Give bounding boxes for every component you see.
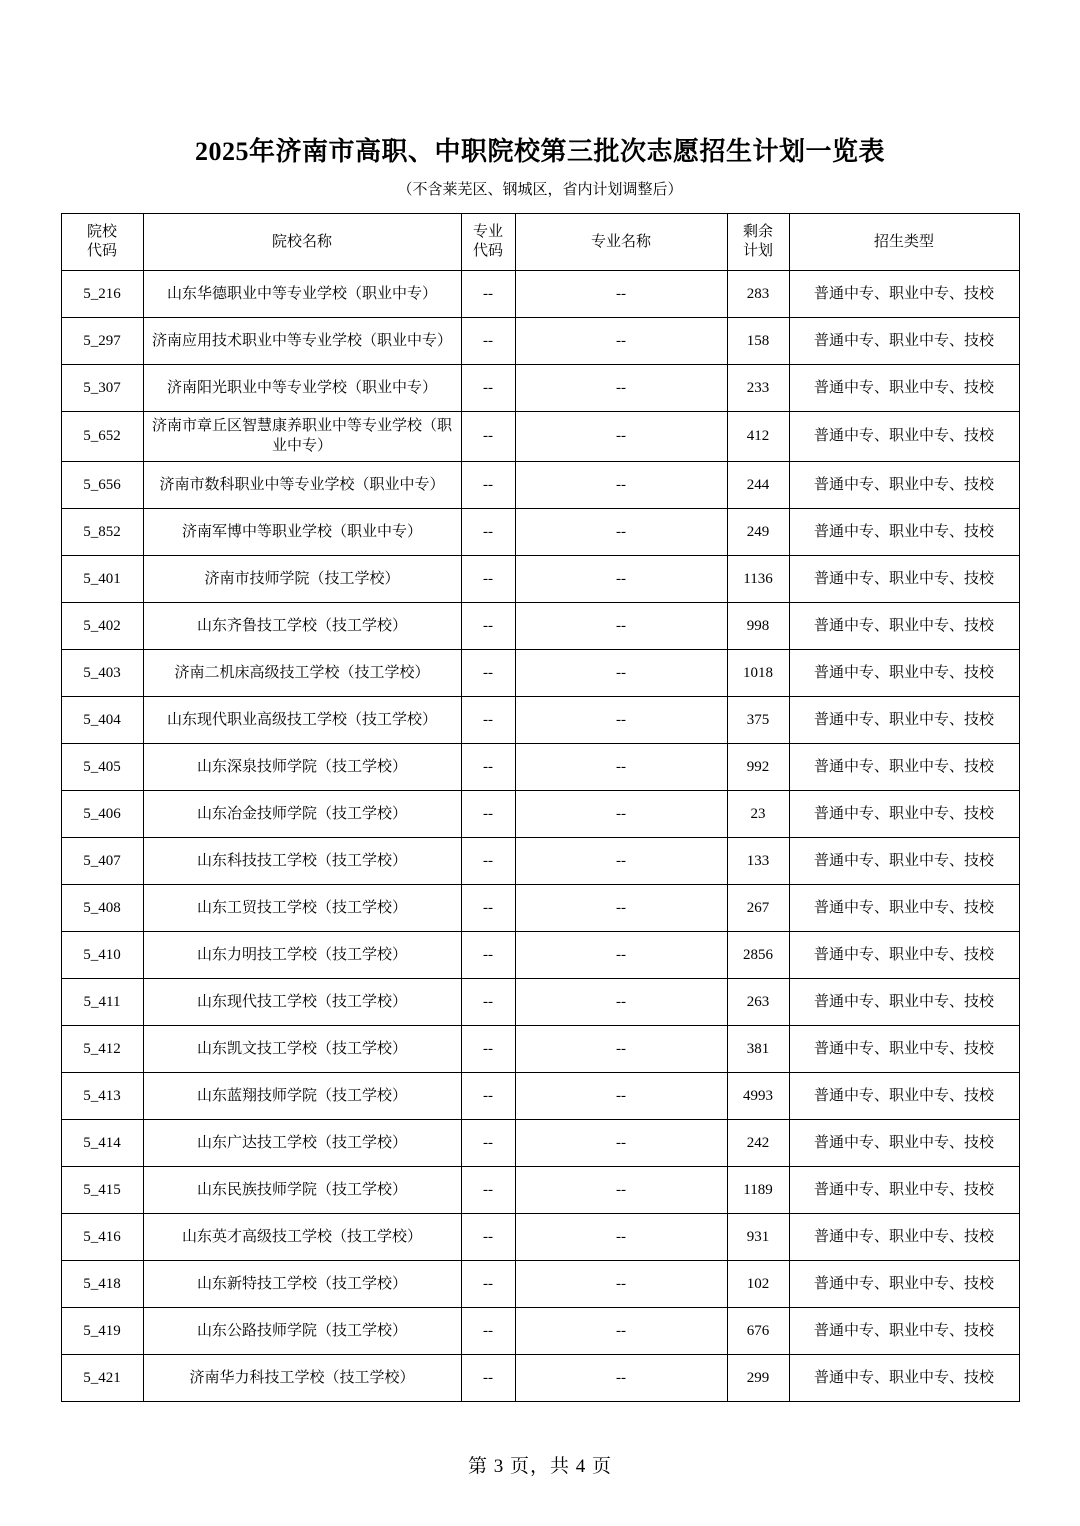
cell-major-code: -- [461, 461, 515, 508]
cell-major-name: -- [515, 1213, 727, 1260]
cell-school-code: 5_216 [61, 271, 143, 318]
cell-remaining-plan: 1189 [727, 1166, 789, 1213]
column-header-major-code [461, 214, 515, 271]
cell-major-name: -- [515, 790, 727, 837]
cell-school-name: 山东蓝翔技师学院（技工学校） [143, 1072, 461, 1119]
cell-remaining-plan: 267 [727, 884, 789, 931]
table-row [61, 1025, 1019, 1072]
table-body [61, 271, 1019, 1402]
cell-school-name: 山东新特技工学校（技工学校） [143, 1260, 461, 1307]
cell-school-name: 山东工贸技工学校（技工学校） [143, 884, 461, 931]
page-title: 2025年济南市高职、中职院校第三批次志愿招生计划一览表 [194, 137, 885, 166]
cell-enroll-type: 普通中专、职业中专、技校 [789, 1166, 1019, 1213]
cell-school-name: 山东深泉技师学院（技工学校） [143, 743, 461, 790]
cell-school-code: 5_415 [61, 1166, 143, 1213]
page-subtitle: （不含莱芜区、钢城区，省内计划调整后） [397, 182, 683, 199]
cell-major-name: -- [515, 1119, 727, 1166]
cell-school-name: 山东齐鲁技工学校（技工学校） [143, 602, 461, 649]
column-header-major-code-line2: 代码 [472, 243, 503, 260]
cell-major-code: -- [461, 1119, 515, 1166]
cell-major-name: -- [515, 1307, 727, 1354]
cell-major-name: -- [515, 602, 727, 649]
table-row [61, 696, 1019, 743]
cell-enroll-type: 普通中专、职业中专、技校 [789, 602, 1019, 649]
cell-major-name: -- [515, 1354, 727, 1401]
cell-enroll-type: 普通中专、职业中专、技校 [789, 743, 1019, 790]
table-row [61, 555, 1019, 602]
cell-enroll-type: 普通中专、职业中专、技校 [789, 978, 1019, 1025]
column-header-major-name: 专业名称 [515, 214, 727, 271]
cell-school-name: 济南市技师学院（技工学校） [143, 555, 461, 602]
cell-school-code: 5_406 [61, 790, 143, 837]
cell-school-code: 5_656 [61, 461, 143, 508]
cell-enroll-type: 普通中专、职业中专、技校 [789, 1025, 1019, 1072]
cell-school-code: 5_416 [61, 1213, 143, 1260]
cell-remaining-plan: 23 [727, 790, 789, 837]
cell-major-code: -- [461, 318, 515, 365]
cell-school-name: 济南市章丘区智慧康养职业中等专业学校（职业中专） [143, 412, 461, 462]
column-header-school-code [61, 214, 143, 271]
cell-enroll-type: 普通中专、职业中专、技校 [789, 271, 1019, 318]
column-header-school-code-line1: 院校 [86, 224, 117, 241]
cell-remaining-plan: 4993 [727, 1072, 789, 1119]
cell-school-name: 济南市数科职业中等专业学校（职业中专） [143, 461, 461, 508]
cell-enroll-type: 普通中专、职业中专、技校 [789, 649, 1019, 696]
cell-enroll-type: 普通中专、职业中专、技校 [789, 1072, 1019, 1119]
cell-major-code: -- [461, 1260, 515, 1307]
table-row [61, 508, 1019, 555]
table-row [61, 318, 1019, 365]
table-row [61, 1354, 1019, 1401]
cell-major-code: -- [461, 1166, 515, 1213]
cell-school-code: 5_413 [61, 1072, 143, 1119]
cell-school-code: 5_411 [61, 978, 143, 1025]
cell-school-code: 5_652 [61, 412, 143, 462]
cell-major-code: -- [461, 1072, 515, 1119]
cell-school-code: 5_418 [61, 1260, 143, 1307]
cell-major-name: -- [515, 365, 727, 412]
cell-remaining-plan: 233 [727, 365, 789, 412]
table-row [61, 365, 1019, 412]
cell-remaining-plan: 244 [727, 461, 789, 508]
cell-remaining-plan: 1018 [727, 649, 789, 696]
cell-major-name: -- [515, 978, 727, 1025]
cell-school-code: 5_307 [61, 365, 143, 412]
cell-school-code: 5_403 [61, 649, 143, 696]
cell-school-name: 山东现代职业高级技工学校（技工学校） [143, 696, 461, 743]
cell-school-code: 5_297 [61, 318, 143, 365]
cell-enroll-type: 普通中专、职业中专、技校 [789, 365, 1019, 412]
cell-school-code: 5_405 [61, 743, 143, 790]
cell-remaining-plan: 412 [727, 412, 789, 462]
cell-remaining-plan: 133 [727, 837, 789, 884]
cell-enroll-type: 普通中专、职业中专、技校 [789, 790, 1019, 837]
cell-school-code: 5_410 [61, 931, 143, 978]
cell-major-code: -- [461, 790, 515, 837]
cell-enroll-type: 普通中专、职业中专、技校 [789, 412, 1019, 462]
cell-major-code: -- [461, 884, 515, 931]
cell-school-code: 5_419 [61, 1307, 143, 1354]
cell-major-code: -- [461, 1354, 515, 1401]
cell-school-code: 5_852 [61, 508, 143, 555]
cell-major-code: -- [461, 1307, 515, 1354]
cell-enroll-type: 普通中专、职业中专、技校 [789, 461, 1019, 508]
cell-school-name: 山东英才高级技工学校（技工学校） [143, 1213, 461, 1260]
cell-remaining-plan: 1136 [727, 555, 789, 602]
cell-school-name: 山东现代技工学校（技工学校） [143, 978, 461, 1025]
cell-major-name: -- [515, 1260, 727, 1307]
cell-major-code: -- [461, 837, 515, 884]
cell-remaining-plan: 381 [727, 1025, 789, 1072]
cell-major-name: -- [515, 318, 727, 365]
cell-school-code: 5_421 [61, 1354, 143, 1401]
cell-major-code: -- [461, 978, 515, 1025]
cell-school-name: 山东科技技工学校（技工学校） [143, 837, 461, 884]
table-row [61, 931, 1019, 978]
cell-school-code: 5_401 [61, 555, 143, 602]
cell-enroll-type: 普通中专、职业中专、技校 [789, 555, 1019, 602]
cell-major-name: -- [515, 649, 727, 696]
cell-school-name: 山东凯文技工学校（技工学校） [143, 1025, 461, 1072]
table-row [61, 837, 1019, 884]
cell-remaining-plan: 242 [727, 1119, 789, 1166]
cell-major-code: -- [461, 743, 515, 790]
cell-school-name: 济南二机床高级技工学校（技工学校） [143, 649, 461, 696]
cell-major-code: -- [461, 555, 515, 602]
cell-enroll-type: 普通中专、职业中专、技校 [789, 318, 1019, 365]
cell-major-code: -- [461, 602, 515, 649]
column-header-school-name: 院校名称 [143, 214, 461, 271]
cell-school-code: 5_412 [61, 1025, 143, 1072]
cell-school-code: 5_414 [61, 1119, 143, 1166]
cell-school-name: 济南军博中等职业学校（职业中专） [143, 508, 461, 555]
table-row [61, 1072, 1019, 1119]
cell-remaining-plan: 992 [727, 743, 789, 790]
cell-school-name: 济南阳光职业中等专业学校（职业中专） [143, 365, 461, 412]
table-row [61, 884, 1019, 931]
table-row [61, 1213, 1019, 1260]
cell-school-name: 山东力明技工学校（技工学校） [143, 931, 461, 978]
table-header [61, 214, 1019, 271]
table-row [61, 978, 1019, 1025]
cell-major-name: -- [515, 1166, 727, 1213]
cell-major-name: -- [515, 271, 727, 318]
column-header-remaining-plan [727, 214, 789, 271]
cell-major-name: -- [515, 1072, 727, 1119]
table-row [61, 649, 1019, 696]
cell-school-code: 5_402 [61, 602, 143, 649]
cell-school-name: 山东公路技师学院（技工学校） [143, 1307, 461, 1354]
cell-enroll-type: 普通中专、职业中专、技校 [789, 1354, 1019, 1401]
table-row [61, 790, 1019, 837]
cell-major-code: -- [461, 1025, 515, 1072]
page-footer: 第 3 页，共 4 页 [467, 1456, 612, 1477]
cell-school-name: 山东民族技师学院（技工学校） [143, 1166, 461, 1213]
cell-enroll-type: 普通中专、职业中专、技校 [789, 1119, 1019, 1166]
cell-remaining-plan: 375 [727, 696, 789, 743]
cell-major-name: -- [515, 743, 727, 790]
cell-enroll-type: 普通中专、职业中专、技校 [789, 837, 1019, 884]
cell-school-name: 山东冶金技师学院（技工学校） [143, 790, 461, 837]
cell-remaining-plan: 283 [727, 271, 789, 318]
cell-school-name: 济南华力科技工学校（技工学校） [143, 1354, 461, 1401]
cell-remaining-plan: 158 [727, 318, 789, 365]
table-row [61, 743, 1019, 790]
table-row [61, 1166, 1019, 1213]
cell-major-code: -- [461, 365, 515, 412]
column-header-remaining-line2: 计划 [742, 243, 773, 260]
cell-school-code: 5_408 [61, 884, 143, 931]
cell-major-name: -- [515, 555, 727, 602]
column-header-enroll-type: 招生类型 [789, 214, 1019, 271]
cell-remaining-plan: 263 [727, 978, 789, 1025]
table-row [61, 412, 1019, 462]
cell-remaining-plan: 299 [727, 1354, 789, 1401]
cell-major-name: -- [515, 931, 727, 978]
cell-major-code: -- [461, 649, 515, 696]
column-header-major-code-line1: 专业 [472, 224, 503, 241]
cell-enroll-type: 普通中专、职业中专、技校 [789, 1260, 1019, 1307]
table-header-row [61, 214, 1019, 271]
cell-major-name: -- [515, 837, 727, 884]
cell-remaining-plan: 676 [727, 1307, 789, 1354]
cell-enroll-type: 普通中专、职业中专、技校 [789, 1307, 1019, 1354]
cell-major-name: -- [515, 461, 727, 508]
cell-remaining-plan: 249 [727, 508, 789, 555]
cell-major-name: -- [515, 696, 727, 743]
cell-remaining-plan: 2856 [727, 931, 789, 978]
cell-enroll-type: 普通中专、职业中专、技校 [789, 931, 1019, 978]
table-row [61, 461, 1019, 508]
cell-major-name: -- [515, 1025, 727, 1072]
cell-major-code: -- [461, 1213, 515, 1260]
cell-major-code: -- [461, 412, 515, 462]
cell-school-code: 5_404 [61, 696, 143, 743]
table-row [61, 1119, 1019, 1166]
enrollment-plan-table [61, 213, 1020, 1402]
cell-school-name: 山东广达技工学校（技工学校） [143, 1119, 461, 1166]
table-row [61, 602, 1019, 649]
cell-major-code: -- [461, 696, 515, 743]
cell-remaining-plan: 998 [727, 602, 789, 649]
column-header-remaining-line1: 剩余 [742, 224, 773, 241]
cell-major-name: -- [515, 508, 727, 555]
cell-enroll-type: 普通中专、职业中专、技校 [789, 508, 1019, 555]
cell-remaining-plan: 931 [727, 1213, 789, 1260]
table-row [61, 1260, 1019, 1307]
table-row [61, 1307, 1019, 1354]
cell-enroll-type: 普通中专、职业中专、技校 [789, 884, 1019, 931]
cell-major-code: -- [461, 271, 515, 318]
cell-enroll-type: 普通中专、职业中专、技校 [789, 696, 1019, 743]
cell-major-name: -- [515, 884, 727, 931]
table-row [61, 271, 1019, 318]
cell-remaining-plan: 102 [727, 1260, 789, 1307]
cell-school-name: 山东华德职业中等专业学校（职业中专） [143, 271, 461, 318]
cell-school-name: 济南应用技术职业中等专业学校（职业中专） [143, 318, 461, 365]
cell-major-code: -- [461, 508, 515, 555]
cell-school-code: 5_407 [61, 837, 143, 884]
cell-major-name: -- [515, 412, 727, 462]
column-header-school-code-line2: 代码 [86, 243, 117, 260]
cell-enroll-type: 普通中专、职业中专、技校 [789, 1213, 1019, 1260]
cell-major-code: -- [461, 931, 515, 978]
